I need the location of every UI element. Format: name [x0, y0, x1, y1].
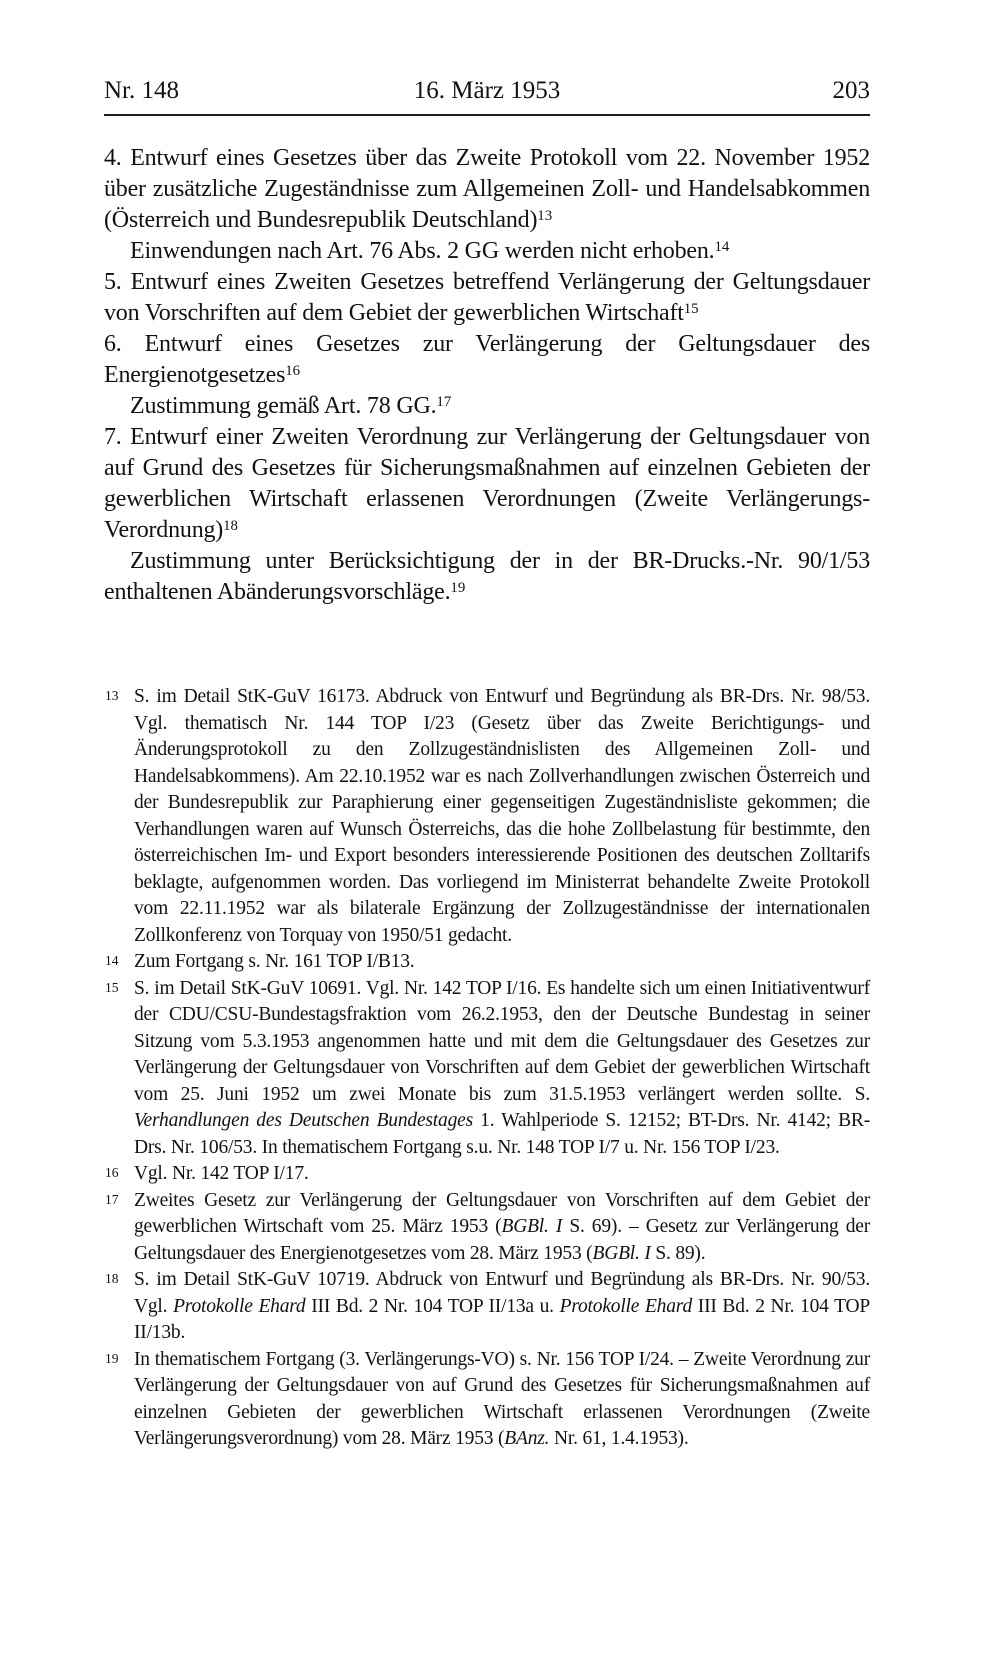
footnote-ref: 17 — [436, 394, 452, 411]
footnote-ref: 13 — [537, 208, 553, 225]
footnote-text: III Bd. 2 Nr. 104 TOP II/13b. — [134, 1295, 871, 1343]
paragraph-text: Einwendungen nach Art. 76 Abs. 2 GG werden nicht erhoben. — [130, 238, 715, 264]
agenda-item-6 — [104, 329, 870, 391]
page-number: 203 — [832, 77, 870, 104]
footnote-text-italic: BGBl. I — [592, 1242, 651, 1264]
footnote-number: 17 — [105, 1191, 119, 1207]
footnote-text: S. im Detail StK-GuV 10691. Vgl. Nr. 142 TOP I/16. Es handelte sich um einen Initiativentwurf der CDU/CSU-Bundestagsfraktion vom 26.2.1953, den der Deutsche Bundestag in seiner Sitzung vom 5.3.1953 angenommen hatte und mit dem die Geltungsdauer des Gesetzes zur Verlängerung der Geltungsdauer von Vorschriften auf dem Gebiet der gewerblichen Wirtschaft vom 25. Juni 1952 um zwei Monate bis zum 31.5.1953 verlängert werden sollte. S. — [134, 977, 870, 1105]
footnote-text: III Bd. 2 Nr. 104 TOP II/13a u. — [305, 1295, 560, 1317]
footnote-text-italic: Protokolle Ehard — [173, 1295, 306, 1317]
footnote-number: 14 — [105, 953, 119, 968]
footnote-number: 18 — [105, 1271, 119, 1286]
footnote-text: Vgl. Nr. 142 TOP I/17. — [134, 1163, 309, 1184]
agenda-item-4 — [104, 143, 870, 236]
footnote-number: 15 — [105, 979, 119, 995]
footnote-16 — [104, 1161, 870, 1188]
decision-zustimmung-art78 — [104, 391, 870, 422]
footnote-text-italic: Protokolle Ehard — [559, 1295, 693, 1317]
footnote-number: 19 — [105, 1350, 119, 1366]
footnote-number: 13 — [105, 688, 119, 703]
footnote-ref: 16 — [285, 363, 301, 380]
main-text — [104, 143, 870, 608]
footnote-text: S. im Detail StK-GuV 10719. Abdruck von Entwurf und Begründung als BR-Drs. Nr. 90/53. Vgl. — [134, 1269, 870, 1317]
footnote-number: 16 — [105, 1165, 119, 1180]
paragraph-text: 7. Entwurf einer Zweiten Verordnung zur Verlängerung der Geltungsdauer von auf Grund des Gesetzes für Sicherungsmaßnahmen auf einzelnen Gebieten der gewerblichen Wirtschaft erlassenen Verordnungen (Zweite Verlängerungs-Verordnung) — [104, 424, 870, 543]
agenda-item-5 — [104, 267, 870, 329]
footnote-text: In thematischem Fortgang (3. Verlängerungs-VO) s. Nr. 156 TOP I/24. – Zweite Verordnung zur Verlängerung der Geltungsdauer von auf Grund des Gesetzes für Sicherungsmaßnahmen auf einzelnen Gebieten der gewerblichen Wirtschaft erlassenen Verordnungen (Zweite Verlängerungsverordnung) vom 28. März 1953 ( — [134, 1348, 870, 1449]
running-header — [104, 76, 870, 116]
footnote-text: S. 89). — [650, 1242, 706, 1264]
footnote-text-italic: BAnz. — [504, 1428, 550, 1449]
footnote-17 — [104, 1188, 870, 1268]
page-content — [104, 76, 870, 1453]
footnote-ref: 14 — [714, 239, 730, 256]
decision-einwendungen — [104, 236, 870, 267]
footnote-ref: 15 — [683, 301, 699, 318]
footnote-text-italic: Verhandlungen des Deutschen Bundestages — [134, 1110, 473, 1131]
paragraph-text: 4. Entwurf eines Gesetzes über das Zweite Protokoll vom 22. November 1952 über zusätzliche Zugeständnisse zum Allgemeinen Zoll- und Handelsabkommen (Österreich und Bundesrepublik Deutschland) — [104, 145, 870, 233]
footnote-text: Nr. 61, 1.4.1953). — [549, 1428, 689, 1449]
footnote-18 — [104, 1267, 870, 1347]
paragraph-text: Zustimmung unter Berücksichtigung der in der BR-Drucks.-Nr. 90/1/53 enthaltenen Abänderungsvorschläge. — [104, 548, 870, 605]
footnotes — [104, 684, 870, 1453]
footnote-15 — [104, 976, 870, 1162]
agenda-item-7 — [104, 422, 870, 546]
footnote-text: S. 69). – Gesetz zur Verlängerung der Geltungsdauer des Energienotgesetzes vom 28. März 1953 ( — [134, 1216, 871, 1264]
footnote-ref: 18 — [223, 518, 238, 535]
footnote-text: Zum Fortgang s. Nr. 161 TOP I/B13. — [134, 951, 415, 972]
decision-zustimmung-br-drucks — [104, 546, 870, 608]
footnote-13 — [104, 684, 870, 949]
session-date: 16. März 1953 — [413, 77, 561, 104]
document-number: Nr. 148 — [104, 77, 179, 104]
footnote-text-italic: BGBl. I — [501, 1216, 563, 1237]
footnote-text: S. im Detail StK-GuV 16173. Abdruck von Entwurf und Begründung als BR-Drs. Nr. 98/53. Vgl. thematisch Nr. 144 TOP I/23 (Gesetz über das Zweite Berichtigungs- und Änderungsprotokoll zu den Zollzugeständnislisten des Allgemeinen Zoll- und Handelsabkommens). Am 22.10.1952 war es nach Zollverhandlungen zwischen Österreich und der Bundesrepublik zur Paraphierung einer gegenseitigen Zugeständnisliste gekommen; die Verhandlungen waren auf Wunsch Österreichs, das die hohe Zollbelastung für bestimmte, den österreichischen Im- und Export besonders interessierende Positionen des deutschen Zolltarifs beklagte, aufgenommen worden. Das vorliegend im Ministerrat behandelte Zweite Protokoll vom 22.11.1952 war als bilaterale Ergänzung der Zollzugeständnisse der internationalen Zollkonferenz von Torquay von 1950/51 gedacht. — [134, 686, 870, 946]
footnote-19 — [104, 1347, 870, 1453]
footnote-ref: 19 — [450, 580, 466, 597]
paragraph-text: 6. Entwurf eines Gesetzes zur Verlängerung der Geltungsdauer des Energienotgesetzes — [104, 331, 870, 388]
footnote-14 — [104, 949, 870, 976]
footnote-text: 1. Wahlperiode S. 12152; BT-Drs. Nr. 4142; BR-Drs. Nr. 106/53. In thematischem Fortgang s.u. Nr. 148 TOP I/7 u. Nr. 156 TOP I/23. — [134, 1110, 870, 1158]
paragraph-text: Zustimmung gemäß Art. 78 GG. — [130, 393, 437, 419]
paragraph-text: 5. Entwurf eines Zweiten Gesetzes betreffend Verlängerung der Geltungsdauer von Vorschriften auf dem Gebiet der gewerblichen Wirtschaft — [104, 269, 870, 326]
footnote-text: Zweites Gesetz zur Verlängerung der Geltungsdauer von Vorschriften auf dem Gebiet der gewerblichen Wirtschaft vom 25. März 1953 ( — [134, 1189, 870, 1237]
